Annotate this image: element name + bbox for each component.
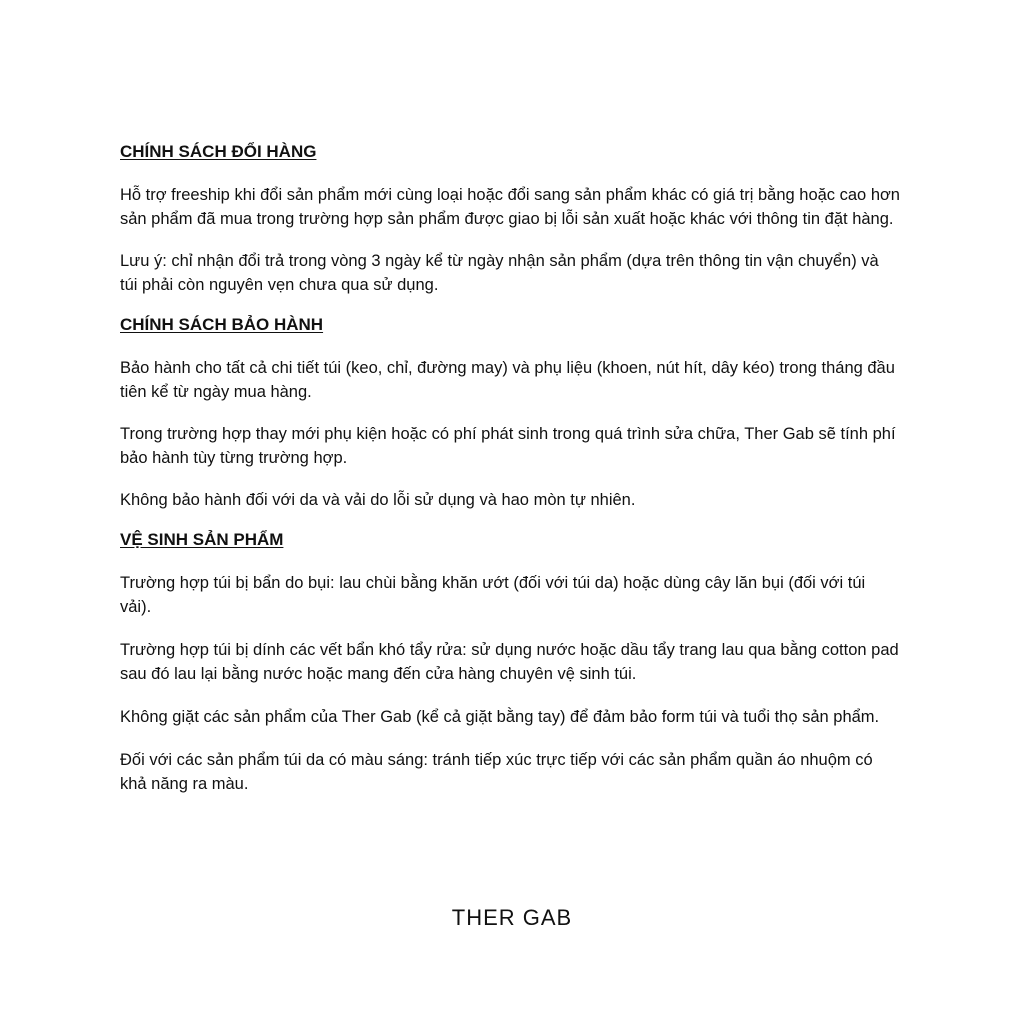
brand-logo: THER GAB xyxy=(451,905,573,930)
cleaning-paragraph-4: Đối với các sản phẩm túi da có màu sáng: tránh tiếp xúc trực tiếp với các sản phẩm quần áo nhuộm có khả năng ra màu. xyxy=(120,751,873,793)
exchange-policy-heading: CHÍNH SÁCH ĐỔI HÀNG xyxy=(120,142,317,161)
exchange-policy-paragraph-1: Hỗ trợ freeship khi đổi sản phẩm mới cùng loại hoặc đổi sang sản phẩm khác có giá trị bằng hoặc cao hơn sản phẩm đã mua trong trường hợp sản phẩm được giao bị lỗi sản xuất hoặc khác với thông tin đặt hàng. xyxy=(120,186,900,228)
warranty-policy-heading: CHÍNH SÁCH BẢO HÀNH xyxy=(120,315,324,334)
cleaning-paragraph-1: Trường hợp túi bị bẩn do bụi: lau chùi bằng khăn ướt (đối với túi da) hoặc dùng cây lăn bụi (đối với túi vải). xyxy=(120,574,866,616)
policy-document xyxy=(120,140,900,796)
warranty-policy-paragraph-3: Không bảo hành đối với da và vải do lỗi sử dụng và hao mòn tự nhiên. xyxy=(120,491,636,509)
exchange-policy-note: Lưu ý: chỉ nhận đổi trả trong vòng 3 ngày kể từ ngày nhận sản phẩm (dựa trên thông tin vận chuyển) và túi phải còn nguyên vẹn chưa qua sử dụng. xyxy=(120,252,879,294)
cleaning-heading: VỆ SINH SẢN PHẨM xyxy=(120,530,284,549)
warranty-policy-paragraph-2: Trong trường hợp thay mới phụ kiện hoặc có phí phát sinh trong quá trình sửa chữa, Ther Gab sẽ tính phí bảo hành tùy từng trường hợp. xyxy=(120,425,896,467)
warranty-policy-paragraph-1: Bảo hành cho tất cả chi tiết túi (keo, chỉ, đường may) và phụ liệu (khoen, nút hít, dây kéo) trong tháng đầu tiên kể từ ngày mua hàng. xyxy=(120,359,895,401)
cleaning-paragraph-2: Trường hợp túi bị dính các vết bẩn khó tẩy rửa: sử dụng nước hoặc dầu tẩy trang lau qua bằng cotton pad sau đó lau lại bằng nước hoặc mang đến cửa hàng chuyên vệ sinh túi. xyxy=(120,641,899,683)
cleaning-paragraph-3: Không giặt các sản phẩm của Ther Gab (kể cả giặt bằng tay) để đảm bảo form túi và tuổi thọ sản phẩm. xyxy=(120,708,880,726)
